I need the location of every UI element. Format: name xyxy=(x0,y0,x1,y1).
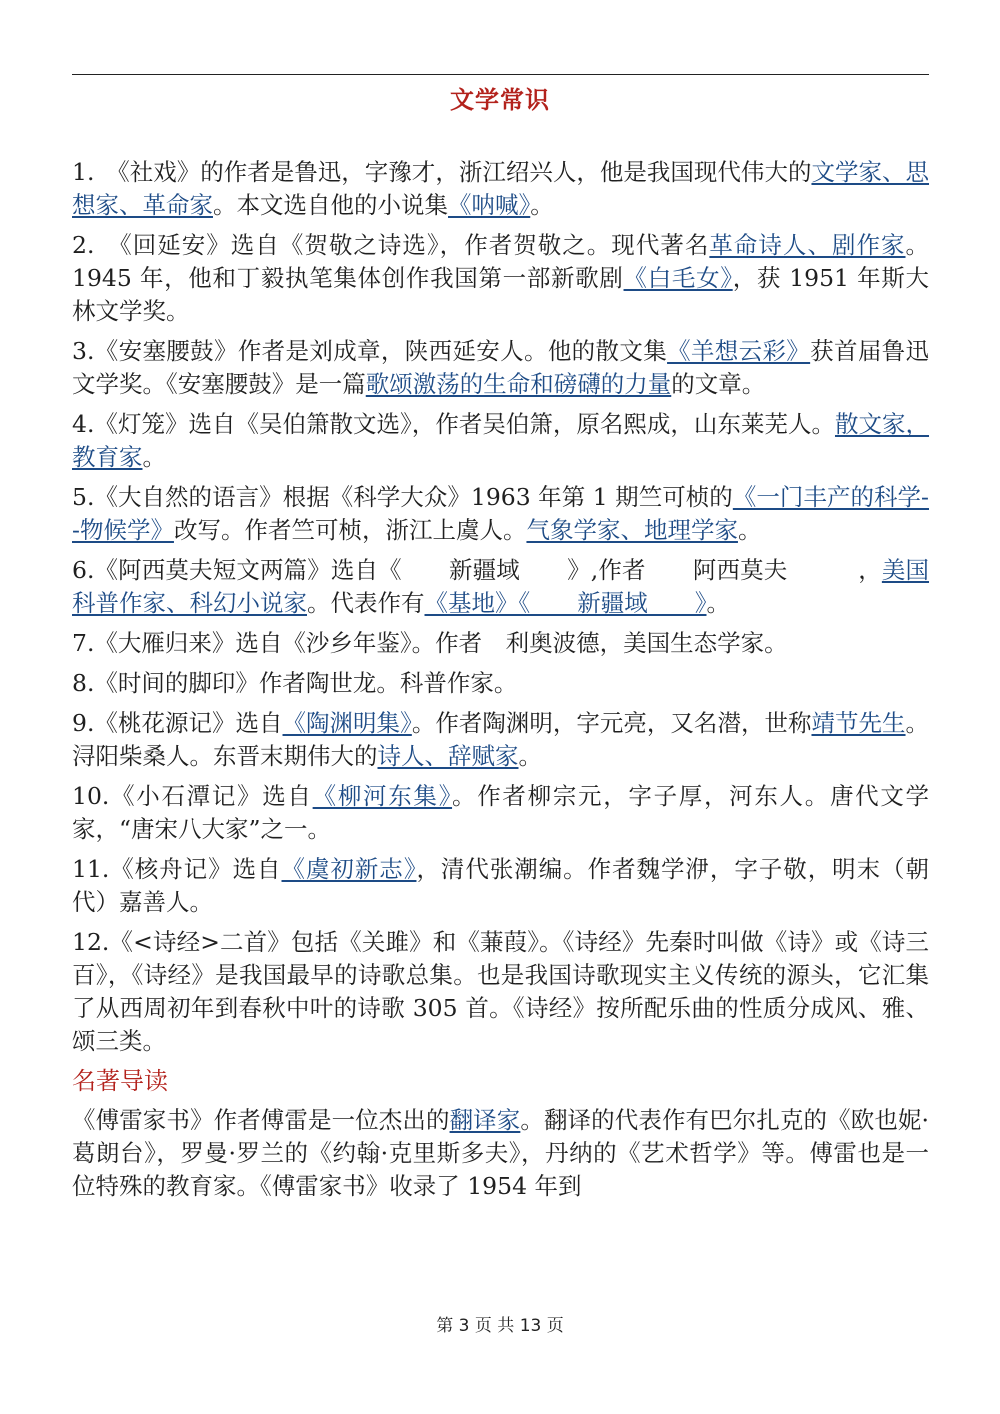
document-body xyxy=(72,156,929,1210)
key-term: 《呐喊》 xyxy=(448,191,531,219)
key-term: 《柳河东集》 xyxy=(312,782,453,810)
text-run: ，获 1951 年斯大林文学奖。 xyxy=(72,264,930,325)
text-run: 《傅雷家书》作者傅雷是一位杰出的 xyxy=(72,1106,450,1134)
list-item xyxy=(72,707,929,773)
key-term: 美国科普作家、科幻小说家 xyxy=(72,556,930,617)
text-run: 。翻译的代表作有巴尔扎克的《欧也妮·葛朗台》，罗曼·罗兰的《约翰·克里斯多夫》，丹纳的《艺术哲学》等。傅雷也是一位特殊的教育家。《傅雷家书》收录了 1954 年到 xyxy=(72,1106,929,1200)
section-heading-reading-guide: 名著导读 xyxy=(72,1067,168,1095)
text-run: 10.《小石潭记》选自 xyxy=(72,782,313,810)
page-footer: 第 3 页 共 13 页 xyxy=(436,1316,564,1336)
text-run: 11.《核舟记》选自 xyxy=(72,855,282,883)
text-run: 5.《大自然的语言》根据《科学大众》1963 年第 1 期竺可桢的 xyxy=(72,483,733,511)
text-run: 的文章。 xyxy=(671,370,766,398)
text-run: 2. 《回延安》选自《贺敬之诗选》，作者贺敬之。现代著名 xyxy=(72,231,710,259)
key-term: 翻译家 xyxy=(449,1106,521,1134)
key-term: 《基地》《 新疆域 》 xyxy=(424,589,707,617)
key-term: 气象学家、地理学家 xyxy=(526,516,738,544)
text-run: 4.《灯笼》选自《吴伯箫散文选》，作者吴伯箫，原名熙成，山东莱芜人。 xyxy=(72,410,835,438)
key-term: 《羊想云彩》 xyxy=(667,337,811,365)
list-item xyxy=(72,481,929,547)
header-rule xyxy=(72,74,929,75)
list-item xyxy=(72,853,929,919)
text-run: 。 xyxy=(530,191,554,219)
key-term: 《一门丰产的科学--物候学》 xyxy=(72,483,929,544)
list-item xyxy=(72,780,929,846)
list-item xyxy=(72,554,929,620)
page-title: 文学常识 xyxy=(450,86,550,114)
key-term: 歌颂激荡的生命和磅礴的力量 xyxy=(365,370,672,398)
text-run: 6.《阿西莫夫短文两篇》选自《 新疆域 》,作者 阿西莫夫 ， xyxy=(72,556,882,584)
key-term: 靖节先生 xyxy=(811,709,906,737)
literature-items-list xyxy=(72,156,929,1058)
key-term: 文学家、思想家、革命家 xyxy=(72,158,930,219)
text-run: 7.《大雁归来》选自《沙乡年鉴》。作者 利奥波德，美国生态学家。 xyxy=(72,629,788,657)
text-run: 1. 《社戏》的作者是鲁迅，字豫才，浙江绍兴人，他是我国现代伟大的 xyxy=(72,158,812,186)
key-term: 《陶渊明集》 xyxy=(282,709,412,737)
text-run: ，清代张潮编。作者魏学洢，字子敬，明末（朝代）嘉善人。 xyxy=(72,855,930,916)
key-term: 《白毛女》 xyxy=(623,264,733,292)
text-run: 。浔阳柴桑人。东晋末期伟大的 xyxy=(72,709,930,770)
text-run: 3.《安塞腰鼓》作者是刘成章，陕西延安人。他的散文集 xyxy=(72,337,668,365)
text-run: 。 xyxy=(518,742,542,770)
list-item xyxy=(72,229,929,328)
list-item xyxy=(72,667,929,700)
list-item xyxy=(72,335,929,401)
text-run: 。 xyxy=(706,589,730,617)
text-run: 9.《桃花源记》选自 xyxy=(72,709,283,737)
text-run: 8.《时间的脚印》作者陶世龙。科普作家。 xyxy=(72,669,518,697)
reading-guide-paragraph xyxy=(72,1104,929,1203)
text-run: 。1945 年，他和丁毅执笔集体创作我国第一部新歌剧 xyxy=(72,231,930,292)
text-run: 获首届鲁迅文学奖。《安塞腰鼓》是一篇 xyxy=(72,337,930,398)
key-term: 散文家，教育家 xyxy=(72,410,930,471)
text-run: 12.《<诗经>二首》包括《关雎》和《蒹葭》。《诗经》先秦时叫做《诗》或《诗三百》，《诗经》是我国最早的诗歌总集。也是我国诗歌现实主义传统的源头，它汇集了从西周初年到春秋中叶的诗歌 305 首。《诗经》按所配乐曲的性质分成风、雅、颂三类。 xyxy=(72,928,929,1055)
key-term: 《虞初新志》 xyxy=(281,855,417,883)
list-item xyxy=(72,156,929,222)
key-term: 诗人、辞赋家 xyxy=(377,742,519,770)
text-run: 。本文选自他的小说集 xyxy=(213,191,448,219)
text-run: 。作者陶渊明，字元亮，又名潜，世称 xyxy=(411,709,812,737)
text-run: 。代表作有 xyxy=(307,589,425,617)
list-item xyxy=(72,627,929,660)
list-item xyxy=(72,408,929,474)
text-run: 。 xyxy=(737,516,762,544)
key-term: 革命诗人、剧作家 xyxy=(709,231,906,259)
text-run: 。 xyxy=(142,443,166,471)
text-run: 。作者柳宗元，字子厚，河东人。唐代文学家，“唐宋八大家”之一。 xyxy=(72,782,930,843)
text-run: 改写。作者竺可桢，浙江上虞人。 xyxy=(173,516,527,544)
list-item xyxy=(72,926,929,1058)
